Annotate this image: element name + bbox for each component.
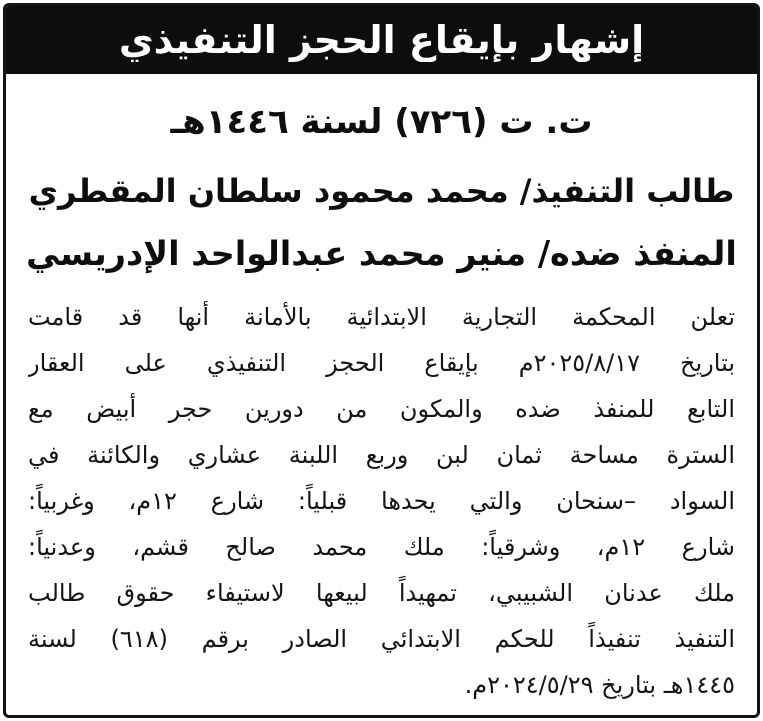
notice-header-bar: [6, 6, 757, 74]
body-line: بتاريخ ٢٠٢٥/٨/١٧م بإيقاع الحجز التنفيذي على العقار: [28, 349, 735, 377]
case-number: ت. ت (٧٢٦) لسنة ١٤٤٦هـ: [170, 102, 593, 142]
body-line: التابع للمنفذ ضده والمكون من دورين حجر أبيض مع: [28, 395, 735, 423]
body-line: التنفيذ تنفيذاً للحكم الابتدائي الصادر برقم (٦١٨) لسنة: [28, 625, 735, 653]
body-line: ملك عدنان الشبيبي، تمهيداً لبيعها لاستيفاء حقوق طالب: [28, 579, 735, 607]
respondent-line: المنفذ ضده/ منير محمد عبدالواحد الإدريسي: [26, 234, 737, 273]
body-line: ١٤٤٥هـ بتاريخ ٢٠٢٤/٥/٢٩م.: [464, 671, 735, 699]
notice-title: إشهار بإيقاع الحجز التنفيذي: [118, 18, 645, 62]
applicant-line: طالب التنفيذ/ محمد محمود سلطان المقطري: [28, 172, 735, 210]
notice-frame: [3, 3, 760, 718]
body-line: شارع ١٢م، وشرقياً: ملك محمد صالح قشم، وعدنياً:: [28, 533, 735, 561]
body-line: السترة مساحة ثمان لبن وربع اللبنة عشاري والكائنة في: [28, 441, 735, 469]
body-line: السواد –سنحان والتي يحدها قبلياً: شارع ١٢م، وغربياً:: [28, 487, 735, 515]
notice-body: [28, 294, 735, 708]
body-line: تعلن المحكمة التجارية الابتدائية بالأمانة أنها قد قامت: [28, 303, 735, 331]
